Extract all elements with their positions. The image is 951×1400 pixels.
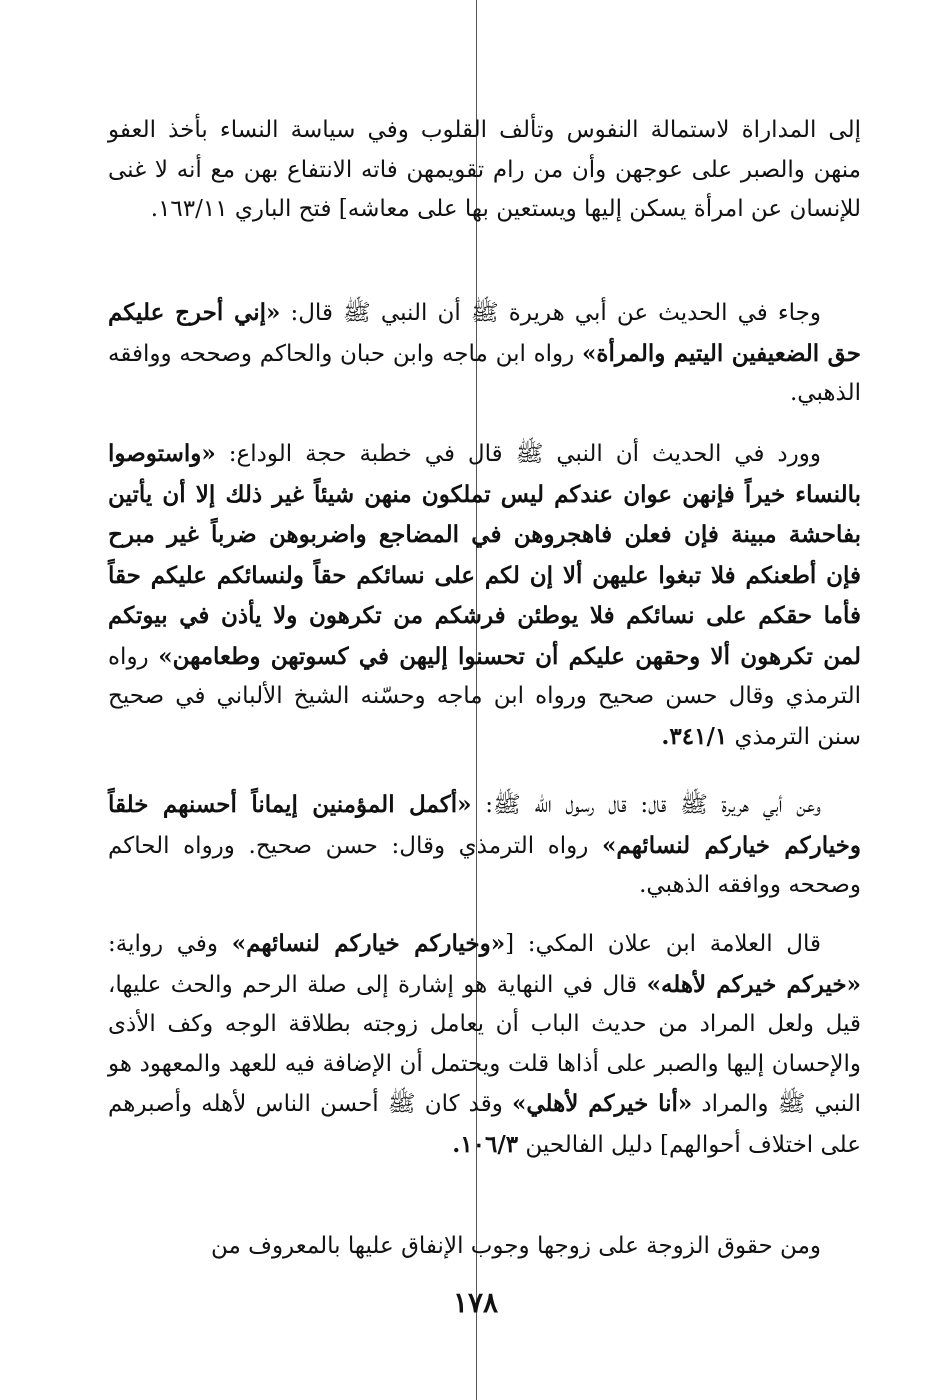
text-run: قال في النهاية هو إشارة إلى صلة الرحم والحث عليها، قيل ولعل المراد من حديث الباب أن يعامل زوجته بطلاقة الوجه وكف الأذى والإحسان إليها والصبر على أذاها قلت ويحتمل أن الإضافة فيه للعهد والمعهود هو النبي ﷺ والمراد <box>108 971 861 1117</box>
text-run: وجاء في الحديث عن أبي هريرة ﷺ أن النبي ﷺ قال: <box>280 300 822 326</box>
text-run: وقد كان ﷺ أحسن الناس لأهله وأصبرهم على اختلاف أحوالهم] دليل الفالحين <box>108 1091 861 1158</box>
text-run: رواه الترمذي وقال حسن صحيح ورواه ابن ماجه وحسّنه الشيخ الألباني في صحيح سنن الترمذي <box>108 643 861 750</box>
paragraph-2 <box>108 293 861 414</box>
text-run: وورد في الحديث أن النبي ﷺ قال في خطبة حجة الوداع: <box>215 441 821 467</box>
paragraph-4 <box>108 785 861 906</box>
bold-text-run: «خيركم خيركم لأهله» <box>646 970 861 998</box>
bold-text-run: «أكمل المؤمنين إيماناً أحسنهم خلقاً وخياركم خياركم لنسائهم» <box>108 791 861 859</box>
text-run: رواه ابن ماجه وابن حبان والحاكم وصححه ووافقه الذهبي. <box>108 340 861 406</box>
paragraph-6 <box>108 1227 861 1267</box>
text-run: إلى المداراة لاستمالة النفوس وتألف القلوب وفي سياسة النساء بأخذ العفو منهن والصبر على عوجهن وأن من رام تقويمهن فاته الانتفاع بهن مع أنه لا غنى للإنسان عن امرأة يسكن إليها ويستعين بها على معاشه] فتح الباري ١٦٣/١١. <box>108 117 861 222</box>
text-run: رواه الترمذي وقال: حسن صحيح. ورواه الحاكم وصححه ووافقه الذهبي. <box>108 832 861 898</box>
bold-text-run: «أنا خيركم لأهلي» <box>511 1090 693 1117</box>
text-run: قال العلامة ابن علان المكي: [ <box>505 931 821 957</box>
paragraph-5 <box>108 924 861 1165</box>
bold-text-run: ٣٤١/١. <box>661 722 728 750</box>
bold-text-run: «واستوصوا بالنساء خيراً فإنهن عوان عندكم ليس تملكون منهن شيئاً غير ذلك إلا أن يأتين بفاحشة مبينة فإن فعلن فاهجروهن في المضاجع واضربوهن ضرباً غير مبرح فإن أطعنكم فلا تبغوا عليهن ألا إن لكم على نسائكم حقاً ولنسائكم عليكم حقاً فأما حقكم على نسائكم فلا يوطئن فرشكم من تكرهون ولا يأذن في بيوتكم لمن تكرهون ألا وحقهن عليكم أن تحسنوا إليهن في كسوتهن وطعامهن» <box>108 440 862 670</box>
page-number: ١٧٨ <box>452 1286 499 1319</box>
text-run: وعن أبي هريرة ﷺ قال: قال رسول الله ﷺ: <box>471 792 821 818</box>
text-run: ومن حقوق الزوجة على زوجها وجوب الإنفاق عليها بالمعروف من <box>210 1233 821 1259</box>
paragraph-1 <box>108 111 861 230</box>
bold-text-run: «وخياركم خياركم لنسائهم» <box>231 930 506 957</box>
paragraph-3 <box>108 434 861 757</box>
text-run: وفي رواية: <box>108 931 232 957</box>
bold-text-run: «إني أحرج عليكم حق الضعيفين اليتيم والمرأة» <box>108 299 862 367</box>
bold-text-run: ١٠٦/٣. <box>452 1130 519 1158</box>
